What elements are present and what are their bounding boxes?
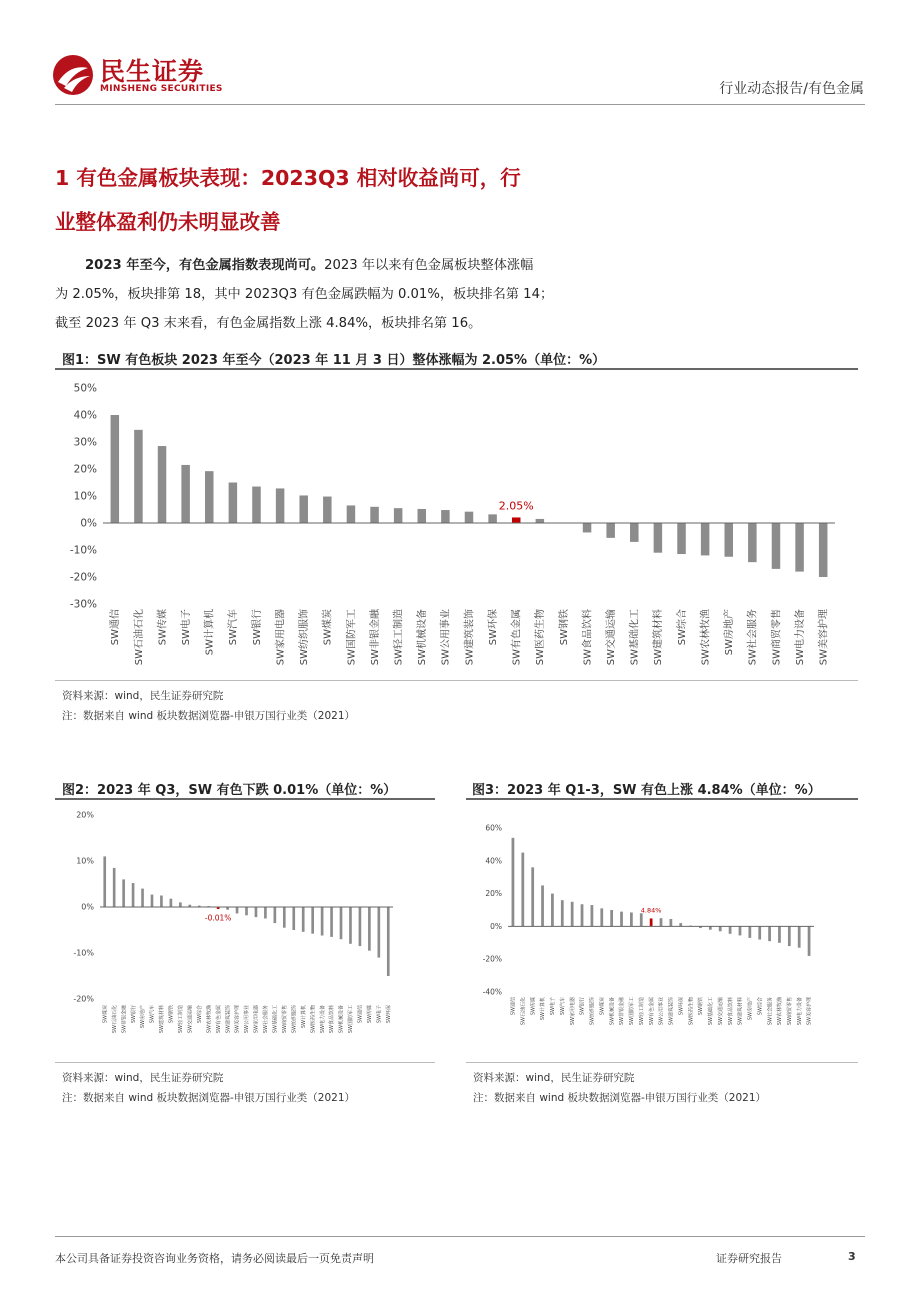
y-tick-label: 50% [73,382,97,395]
category-label: SW石油石化 [133,609,145,666]
bar [205,471,214,523]
bar [521,853,524,927]
category-label: SW公用事业 [244,1005,251,1034]
bar [536,519,545,523]
figure-1-title: 图1：SW 有色板块 2023 年至今（2023 年 11 月 3 日）整体涨幅为 2.05%（单位：%） [62,353,606,368]
category-label: SW电子 [376,1005,383,1024]
bar [132,883,135,907]
figure-3-note: 注：数据来自 wind 板块数据浏览器-申银万国行业类（2021） [473,1092,767,1104]
bar [158,446,167,523]
brand-logo [52,52,272,98]
category-label: SW建筑装饰 [225,1005,232,1034]
category-label: SW医药生物 [688,997,695,1026]
category-label: SW家用电器 [569,997,576,1026]
category-label: SW医药生物 [310,1005,317,1034]
category-label: SW钢铁 [168,1005,175,1024]
header-divider [55,104,865,105]
figure-1-chart [55,375,860,680]
category-label: SW食品饮料 [582,609,594,666]
category-label: SW轻工制造 [638,997,645,1026]
category-label: SW商贸零售 [281,1005,288,1034]
category-label: SW公用事业 [658,997,665,1026]
category-label: SW建筑材料 [737,997,744,1026]
bar-highlight [650,918,653,926]
category-label: SW家用电器 [253,1005,260,1034]
logo-chinese-name: 民生证券 [100,57,205,86]
footer-divider [55,1236,865,1237]
bar [323,497,332,523]
bar [387,907,390,976]
category-label: SW机械设备 [338,1005,345,1034]
bar [394,508,403,523]
y-tick-label: 40% [73,409,97,422]
category-label: SW钢铁 [558,609,570,646]
y-tick-label: -30% [69,598,97,611]
figure-1-note: 注：数据来自 wind 板块数据浏览器-申银万国行业类（2021） [62,710,356,722]
bar [418,509,427,523]
category-label: SW机械设备 [417,609,429,666]
category-label: SW非银金融 [121,1005,128,1034]
y-tick-label: 0% [490,921,502,931]
category-label: SW建筑材料 [159,1005,166,1034]
category-label: SW商贸零售 [786,997,793,1026]
category-label: SW石油石化 [111,1005,118,1034]
bar [302,907,305,932]
bar [181,465,190,523]
figure-3-chart [466,803,858,1060]
category-label: SW通信 [110,609,122,646]
category-label: SW电力设备 [319,1005,326,1034]
paragraph-lead: 2023 年至今，有色金属指数表现尚可。 [85,258,325,273]
category-label: SW汽车 [228,609,240,646]
bar [778,926,781,942]
bar [359,907,362,946]
bar [229,483,238,524]
category-label: SW交通运输 [606,609,618,666]
category-label: SW基础化工 [629,609,641,666]
bar [179,902,182,907]
bar [551,894,554,927]
bar [630,912,633,926]
y-tick-label: 10% [76,856,94,866]
bar [531,867,534,926]
y-tick-label: 20% [485,889,502,899]
category-label: SW交通运输 [717,997,724,1026]
bar [620,912,623,927]
bar [591,905,594,926]
y-tick-label: 0% [81,902,94,912]
section-title-line-1: 1 有色金属板块表现：2023Q3 相对收益尚可，行 [55,166,521,190]
bar [677,523,686,554]
category-label: SW公用事业 [440,609,452,666]
category-label: SW银行 [579,997,586,1016]
bar [739,926,742,935]
category-label: SW建筑装饰 [668,997,675,1026]
bar [252,487,260,523]
bar [561,900,564,926]
bar [488,514,497,523]
bar [103,856,106,907]
category-label: SW煤炭 [102,1005,109,1024]
category-label: SW通信 [510,997,517,1016]
category-label: SW汽车 [559,997,566,1016]
highlight-data-label: 4.84% [640,906,662,915]
y-tick-label: 20% [76,810,94,820]
bar [264,907,267,919]
bar [610,910,613,926]
category-label: SW房地产 [724,609,736,656]
category-label: SW医药生物 [535,609,547,666]
bar [170,899,173,907]
category-label: SW石油石化 [520,997,527,1026]
y-tick-label: 0% [80,517,97,530]
category-label: SW汽车 [149,1005,156,1024]
bar [378,907,381,958]
category-label: SW有色金属 [215,1005,222,1034]
highlight-data-label: -0.01% [204,913,232,923]
bar [276,488,285,523]
figure-3-bottom-rule [466,1062,858,1063]
bar [630,523,639,542]
category-label: SW食品饮料 [329,1005,336,1034]
category-label: SW建筑材料 [653,609,665,666]
bar [160,896,163,908]
category-label: SW环保 [487,609,499,646]
category-label: SW综合 [196,1005,203,1024]
bar [660,918,663,926]
bar [330,907,333,937]
figure-1-bottom-rule [55,680,858,681]
category-label: SW银行 [251,609,263,646]
category-label: SW美容护理 [234,1005,241,1034]
bar-highlight [512,517,520,523]
bar [808,926,811,956]
figure-3-source: 资料来源：wind，民生证券研究院 [473,1072,635,1084]
bar [768,926,771,941]
figure-2-note: 注：数据来自 wind 板块数据浏览器-申银万国行业类（2021） [62,1092,356,1104]
y-tick-label: 30% [73,436,97,449]
bar [349,907,352,944]
category-label: SW社会服务 [767,997,774,1026]
figure-1-rule [55,368,858,370]
y-tick-label: -40% [482,987,502,997]
category-label: SW有色金属 [648,997,655,1026]
bar [347,505,356,523]
category-label: SW社会服务 [263,1005,270,1034]
bar [245,907,248,915]
bar [798,926,801,947]
figure-2-rule [55,798,435,800]
bar [311,907,314,934]
category-label: SW传媒 [530,997,537,1016]
bar [600,908,603,926]
bar [654,523,663,553]
category-label: SW社会服务 [747,609,759,666]
category-label: SW环保 [678,997,685,1016]
category-label: SW农林牧渔 [700,609,712,666]
category-label: SW食品饮料 [727,997,734,1026]
bar [255,907,258,917]
category-label: SW计算机 [540,997,547,1021]
y-tick-label: -10% [69,544,97,557]
bar [701,523,710,555]
highlight-data-label: 2.05% [498,499,534,513]
y-tick-label: -20% [73,994,94,1004]
figure-3-rule [466,798,858,800]
category-label: SW传媒 [157,609,169,646]
y-tick-label: -20% [482,954,502,964]
category-label: SW综合 [757,997,764,1016]
category-label: SW美容护理 [818,609,830,666]
category-label: SW农林牧渔 [777,997,784,1026]
category-label: SW纺织服饰 [589,997,596,1026]
bar [795,523,804,572]
category-label: SW农林牧渔 [206,1005,213,1034]
y-tick-label: 10% [73,490,97,503]
category-label: SW计算机 [204,609,216,656]
bar [465,512,474,523]
bar [512,838,515,927]
bar [606,523,615,538]
category-label: SW轻工制造 [393,609,405,666]
category-label: SW电力设备 [794,609,806,666]
page-number: 3 [848,1250,856,1263]
bar [151,895,154,907]
category-label: SW家用电器 [275,609,287,666]
category-label: SW轻工制造 [178,1005,185,1034]
category-label: SW传媒 [367,1005,374,1024]
bar [581,904,584,926]
category-label: SW房地产 [747,997,754,1021]
bar [141,889,144,907]
bar [441,510,450,523]
bar [729,926,732,933]
y-tick-label: -10% [73,948,94,958]
paragraph-line-3: 截至 2023 年 Q3 末来看，有色金属指数上涨 4.84%，板块排名第 16。 [55,316,482,331]
bar [274,907,277,923]
footer-disclaimer: 本公司具备证券投资咨询业务资格，请务必阅读最后一页免责声明 [55,1252,374,1265]
bar [571,902,574,927]
bar [299,495,308,523]
figure-3-title: 图3：2023 年 Q1-3，SW 有色上涨 4.84%（单位：%） [472,783,821,798]
y-tick-label: 60% [485,823,502,833]
bar [819,523,828,577]
category-label: SW建筑装饰 [464,609,476,666]
intro-paragraph [55,251,615,338]
paragraph-line-1: 2023 年以来有色金属板块整体涨幅 [324,258,534,273]
figure-1-source: 资料来源：wind，民生证券研究院 [62,690,224,702]
category-label: SW国防军工 [348,1005,355,1034]
bar [541,885,544,926]
category-label: SW交通运输 [187,1005,194,1034]
figure-2-bottom-rule [55,1062,435,1063]
bar [583,523,592,532]
section-title [55,156,655,244]
y-tick-label: 20% [73,463,97,476]
figure-2-chart [55,803,437,1060]
logo-english-name: MINSHENG SECURITIES [100,84,223,94]
figure-2-title: 图2：2023 年 Q3，SW 有色下跌 0.01%（单位：%） [62,783,397,798]
category-label: SW综合 [676,609,688,646]
bar [724,523,733,557]
category-label: SW电子 [550,997,557,1016]
category-label: SW基础化工 [708,997,715,1026]
bar [368,907,371,951]
category-label: SW非银金融 [619,997,626,1026]
category-label: SW环保 [385,1005,392,1024]
bar [283,907,286,928]
bar [640,913,643,926]
category-label: SW计算机 [300,1005,307,1029]
category-label: SW商贸零售 [771,609,783,666]
category-label: SW基础化工 [272,1005,279,1034]
bar [772,523,781,569]
category-label: SW钢铁 [698,997,705,1016]
category-label: SW电力设备 [796,997,803,1026]
figure-2-source: 资料来源：wind，民生证券研究院 [62,1072,224,1084]
bar [719,926,722,931]
category-label: SW通信 [357,1005,364,1024]
bar [292,907,295,930]
category-label: SW有色金属 [511,609,523,666]
category-label: SW煤炭 [599,997,606,1016]
section-title-line-2: 业整体盈利仍未明显改善 [55,210,281,234]
bar [321,907,324,936]
category-label: SW国防军工 [629,997,636,1026]
category-label: SW国防军工 [346,609,358,666]
category-label: SW房地产 [140,1005,147,1029]
bar [340,907,343,939]
bar [748,523,757,562]
category-label: SW煤炭 [322,609,334,646]
category-label: SW银行 [130,1005,137,1024]
paragraph-line-2: 为 2.05%，板块排第 18，其中 2023Q3 有色金属跌幅为 0.01%，板块排名第 14； [55,287,554,302]
bar [748,926,751,937]
category-label: SW机械设备 [609,997,616,1026]
bar [134,430,143,523]
bar [370,507,379,523]
category-label: SW电子 [180,609,192,646]
bar [111,415,120,523]
category-label: SW纺织服饰 [291,1005,298,1034]
report-type: 行业动态报告/有色金属 [719,81,864,97]
category-label: SW纺织服饰 [299,609,311,666]
y-tick-label: 40% [485,856,502,866]
bar [669,919,672,926]
logo-emblem-icon [52,54,94,96]
category-label: SW美容护理 [806,997,813,1026]
category-label: SW非银金融 [369,609,381,666]
bar [236,907,239,913]
bar [758,926,761,939]
bar [122,879,125,907]
bar [113,868,116,907]
y-tick-label: -20% [69,571,97,584]
bar [788,926,791,946]
footer-report-label: 证券研究报告 [716,1252,782,1265]
